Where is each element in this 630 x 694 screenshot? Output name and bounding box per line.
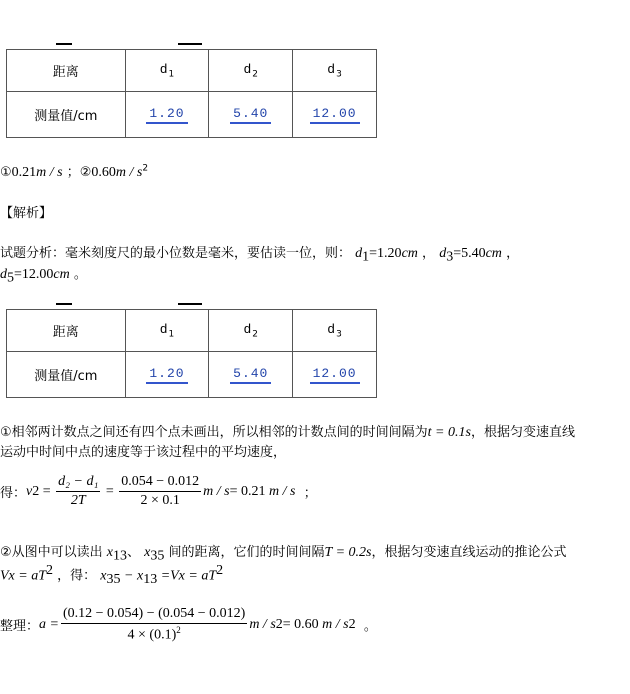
measurement-table-1 — [6, 49, 377, 138]
intro-line-1: 试题分析：毫米刻度尺的最小位数是毫米，要估读一位，则： $d_1=1.20cm$ ， $d_3=5.40cm$ ， — [0, 246, 520, 265]
header-d2: $d_2$ — [209, 50, 293, 92]
answer-line: ①0.21m / s ；②0.60m / $s^2$ — [0, 163, 149, 180]
step1-line-1: ①相邻两计数点之间还有四个点未画出，所以相邻的计数点间的时间间隔为t = 0.1s，根据匀变速直线 — [0, 425, 575, 440]
value-d3: 12.00 — [293, 352, 377, 398]
header-d3: $d_3$ — [293, 50, 377, 92]
header-d1: $d_1$ — [125, 50, 209, 92]
analysis-heading: 【解析】 — [0, 206, 53, 221]
row-label: 测量值/cm — [7, 92, 126, 138]
header-distance: 距离 — [7, 310, 126, 352]
step2-line-1: ②从图中可以读出 $x_{13}$、 $x_{35}$ 间的距离，它们的时间间隔T = 0.2s，根据匀变速直线运动的推论公式 — [0, 545, 567, 564]
header-d3: $d_3$ — [293, 310, 377, 352]
step1-formula: 得： v 2 = $\frac{\text{d₂ − d₁}}{2T}$ = $\frac{0.054 - 0.012}{2 \times 0.1}$ m / s = 0.21 m / s ； — [0, 474, 317, 508]
step3-formula: 整理： a = $\frac{(0.12 - 0.054) - (0.054 - 0.012)}{4 \times (0.1)^2}$ m / s 2 = 0.60 m / s 2 。 — [0, 606, 377, 643]
intro-line-2: $d_5=12.00cm$ 。 — [0, 267, 87, 286]
value-d1: 1.20 — [125, 352, 209, 398]
row-label: 测量值/cm — [7, 352, 126, 398]
value-d2: 5.40 — [209, 92, 293, 138]
clipped-mark-left-2 — [56, 303, 72, 305]
value-d3: 12.00 — [293, 92, 377, 138]
step1-line-2: 运动中时间中点的速度等于该过程中的平均速度， — [0, 445, 287, 460]
value-d1: 1.20 — [125, 92, 209, 138]
header-d1: $d_1$ — [125, 310, 209, 352]
step2-line-2: $Vx = aT^2$ ，得： $x_{35} - x_{13} =Vx = aT^2$ — [0, 563, 224, 587]
clipped-mark-right-2 — [178, 303, 202, 305]
header-d2: $d_2$ — [209, 310, 293, 352]
value-d2: 5.40 — [209, 352, 293, 398]
measurement-table-2 — [6, 309, 377, 398]
clipped-mark-right — [178, 43, 202, 45]
header-distance: 距离 — [7, 50, 126, 92]
clipped-mark-left — [56, 43, 72, 45]
